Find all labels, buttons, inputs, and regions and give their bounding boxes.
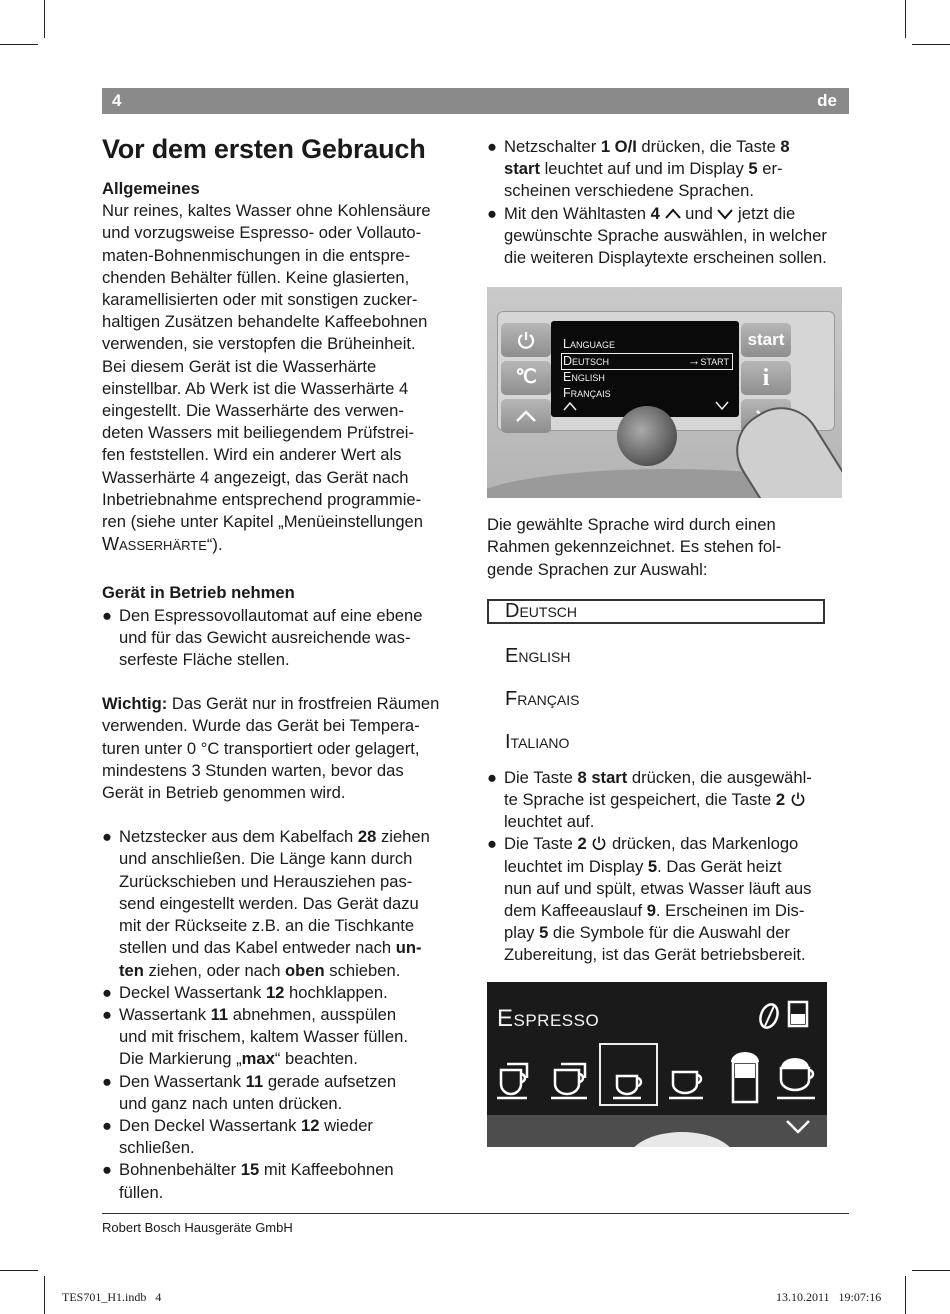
crop-mark (44, 1276, 45, 1314)
display-screen (551, 321, 739, 417)
list-item: ● Netzschalter 1 O/I drücken, die Taste 8 start leuchtet auf und im Display 5 er- scheinen verschiedene Sprachen. (487, 137, 790, 201)
info-button: i (741, 361, 791, 395)
list-item: ● Die Taste 8 start drücken, die ausgewähl- te Sprache ist gespeichert, die Taste 2 leuchtet auf. (487, 767, 812, 832)
important-label: Wichtig: (102, 694, 168, 714)
chevron-up-icon (563, 401, 577, 411)
instruction-list (102, 826, 467, 1203)
power-icon (591, 835, 607, 851)
chevron-up-icon (515, 409, 537, 423)
list-item: ● Den Espressovollautomat auf eine ebene und für das Gewicht ausreichende was- serfeste Fläche stellen. (102, 605, 423, 670)
footer-company: Robert Bosch Hausgeräte GmbH (102, 1220, 293, 1235)
cappuccino-cup-icon (775, 1054, 819, 1104)
section-heading-allgemeines: Allgemeines (102, 179, 200, 198)
start-button: start (741, 323, 791, 357)
crop-mark (912, 1270, 950, 1271)
temperature-button: ℃ (501, 361, 551, 395)
coffee-cup-icon (667, 1068, 713, 1102)
chevron-down-icon (785, 1118, 811, 1136)
language-display-illustration (487, 287, 842, 498)
left-column (102, 132, 467, 1204)
up-button (501, 399, 551, 433)
language-option: English (505, 644, 571, 667)
paragraph-allgemeines: Nur reines, kaltes Wasser ohne Kohlensäure und vorzugsweise Espresso- oder Vollauto- maten-Bohnenmischungen in die entspre- chenden Behälter füllen. Keine glasierten, karamellisierten oder mit sonstigen zucker- haltigen Zusätzen behandelte Kaffeebohnen verwenden, sie verstopfen die Brüheinheit. Bei diesem Gerät ist die Wasserhärte einstellbar. Ab Werk ist die Wasserhärte 4 eingestellt. Die Wasserhärte des verwen- deten Wassers mit beiliegendem Prüfstrei- fen feststellen. Wird ein anderer Wert als Wasserhärte 4 angezeigt, das Gerät nach Inbetriebnahme entsprechend programmie- ren (siehe unter Kapitel „Menüeinstellungen Wasserhärte“). (102, 201, 431, 555)
list-item: ● Bohnenbehälter 15 mit Kaffeebohnen füllen. (102, 1160, 394, 1202)
list-item: ● Wassertank 11 abnehmen, ausspülen und mit frischem, kaltem Wasser füllen. Die Markierung „max“ beachten. (102, 1004, 408, 1069)
section-heading-betrieb: Gerät in Betrieb nehmen (102, 583, 295, 603)
important-note: Wichtig: Das Gerät nur in frostfreien Räumen verwenden. Wurde das Gerät bei Tempera- turen unter 0 °C transportiert oder gelagert, mindestens 3 Stunden warten, bevor das Gerät in Betrieb genommen wird. (102, 694, 440, 803)
power-icon (790, 791, 806, 807)
display-language-item: English (563, 370, 605, 385)
double-cup-icon (495, 1062, 541, 1102)
crop-mark (905, 1276, 906, 1314)
drink-title: Espresso (497, 1004, 600, 1032)
power-button (501, 323, 551, 357)
chevron-down-icon (715, 401, 729, 411)
display-title: Language (563, 337, 615, 352)
list-item: ● Deckel Wassertank 12 hochklappen. (102, 982, 388, 1002)
double-large-cup-icon (549, 1062, 595, 1102)
espresso-cup-icon (611, 1072, 651, 1102)
setup-list (102, 605, 467, 672)
list-item: ● Netzstecker aus dem Kabelfach 28 ziehen und anschließen. Die Länge kann durch Zurückschieben und Herausziehen pas- send eingestellt werden. Das Gerät dazu mit der Rückseite z.B. an die Tischkante stellen und das Kabel entweder nach un- ten ziehen, oder nach oben schieben. (102, 827, 430, 980)
paragraph-chosen-language: Die gewählte Sprache wird durch einen Rahmen gekennzeichnet. Es stehen fol- gende Sprachen zur Auswahl: (487, 515, 782, 579)
crop-mark (905, 0, 906, 38)
print-slug-file: TES701_H1.indb 4 (62, 1290, 162, 1304)
bean-and-cup-icon (757, 998, 817, 1032)
crop-mark (912, 44, 950, 45)
right-column (487, 136, 849, 1147)
rotary-knob (617, 406, 677, 466)
menu-reference: Wasserhärte (102, 534, 207, 555)
list-item: ● Die Taste 2 drücken, das Markenlogo leuchtet im Display 5. Das Gerät heizt nun auf und spült, etwas Wasser läuft aus dem Kaffeeauslauf 9. Erscheinen im Dis- play 5 die Symbole für die Auswahl der Zubereitung, ist das Gerät betriebsbereit. (487, 834, 812, 965)
list-item: ● Mit den Wähltasten 4 und jetzt die gewünschte Sprache auswählen, in welcher die weiteren Displaytexte erscheinen sollen. (487, 203, 827, 268)
language-option: Français (505, 687, 580, 710)
crop-mark (44, 0, 45, 38)
language-option: Italiano (505, 730, 570, 753)
power-icon (516, 330, 536, 350)
drink-selection-display (487, 982, 827, 1147)
latte-glass-icon (727, 1048, 763, 1106)
crop-mark (0, 44, 38, 45)
display-language-item: Français (563, 385, 611, 400)
footer-divider (102, 1213, 849, 1214)
page-number: 4 (112, 91, 122, 110)
chevron-up-icon (665, 208, 681, 220)
page-title: Vor dem ersten Gebrauch (102, 134, 426, 164)
page-header-bar (102, 88, 849, 114)
crop-mark (0, 1270, 38, 1271)
language-option-selected: Deutsch (487, 599, 825, 624)
list-item: ● Den Deckel Wassertank 12 wieder schließen. (102, 1115, 373, 1158)
startup-steps (487, 767, 849, 967)
language-code: de (817, 91, 837, 110)
display-selected-language: Deutsch →start (561, 353, 733, 371)
print-slug-date: 13.10.2011 19:07:16 (776, 1290, 882, 1304)
language-steps (487, 136, 849, 269)
chevron-down-icon (717, 208, 733, 220)
list-item: ● Den Wassertank 11 gerade aufsetzen und ganz nach unten drücken. (102, 1071, 397, 1113)
